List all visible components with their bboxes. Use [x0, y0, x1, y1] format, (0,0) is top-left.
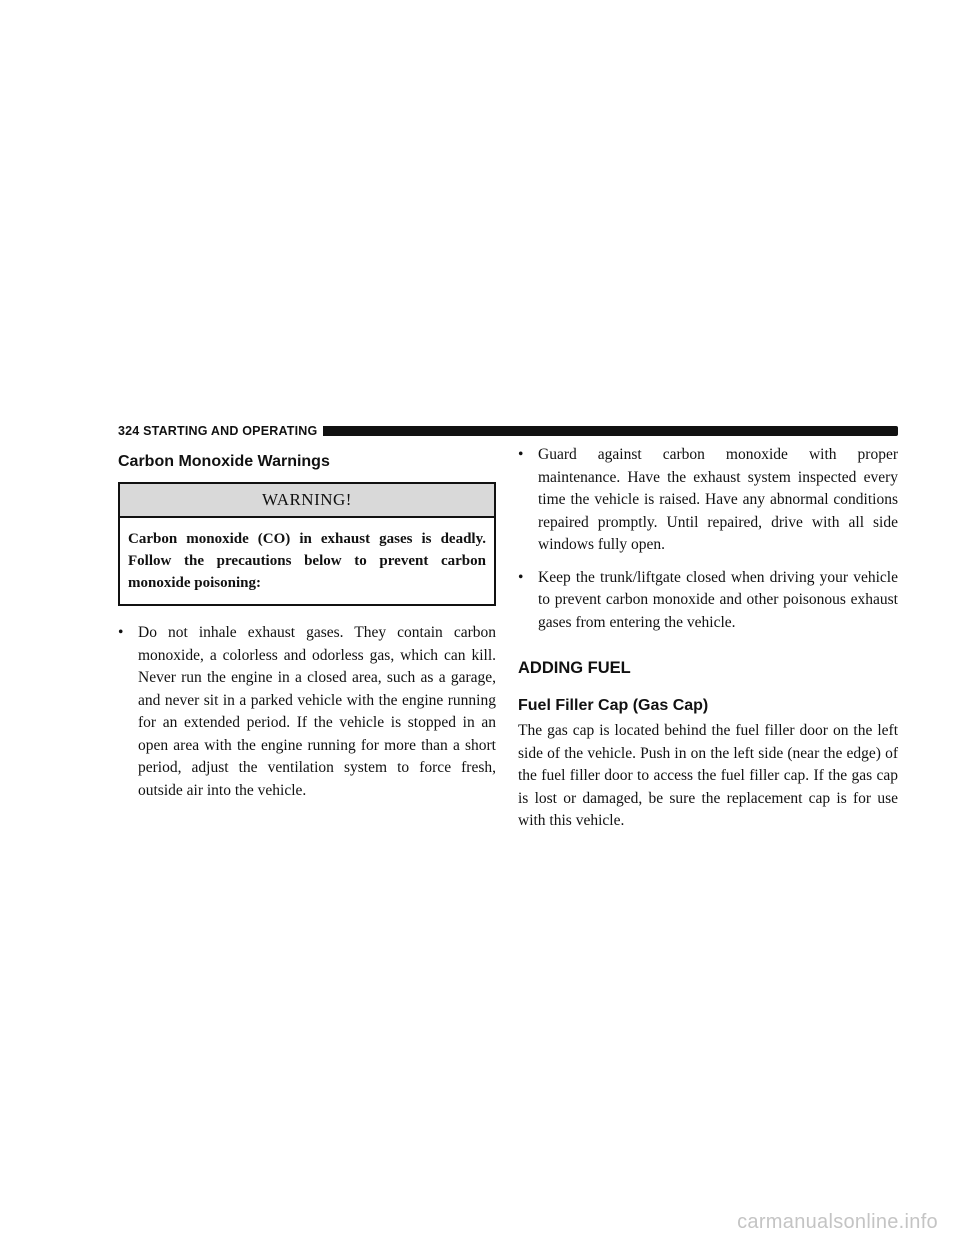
bullet-icon: • [518, 568, 524, 586]
bullet-icon: • [518, 446, 524, 463]
section-heading-adding-fuel: ADDING FUEL [518, 659, 631, 677]
list-item [518, 444, 898, 557]
header-rule-bar [323, 426, 898, 436]
right-column [518, 444, 898, 833]
bullet-icon: • [118, 624, 124, 641]
warning-text: Carbon monoxide (CO) in exhaust gases is deadly. Follow the precautions below to prevent carbon monoxide poisoning: [128, 531, 486, 591]
left-column [118, 452, 496, 812]
bullet-text: Guard against carbon monoxide with proper maintenance. Have the exhaust system inspected every time the vehicle is raised. Have any abnormal conditions repaired promptly. Until repaired, drive with all side windows fully open. [538, 446, 898, 553]
bullet-text: Do not inhale exhaust gases. They contain carbon monoxide, a colorless and odorless gas, which can kill. Never run the engine in a closed area, such as a garage, and never sit in a parked vehicle with the engine running for an extended period. If the vehicle is stopped in an open area with the engine running for more than a short period, adjust the ventilation system to force fresh, outside air into the vehicle. [138, 624, 496, 799]
bullet-text: Keep the trunk/liftgate closed when driving your vehicle to prevent carbon monoxide and other poisonous exhaust gases from entering the vehicle. [538, 568, 898, 631]
list-item [518, 567, 898, 635]
section-heading-co-warnings: Carbon Monoxide Warnings [118, 453, 330, 470]
warning-box [118, 482, 496, 606]
page-number-title: 324 STARTING AND OPERATING [118, 424, 318, 438]
fuel-cap-paragraph: The gas cap is located behind the fuel filler door on the left side of the vehicle. Push in on the left side (near the edge) of the fuel filler door to access the fuel filler cap. If the gas cap is lost or damaged, be sure the replacement cap is for use with this vehicle. [518, 722, 898, 829]
left-bullet-list [118, 622, 496, 802]
warning-title: WARNING! [120, 484, 494, 518]
page-header [118, 424, 898, 438]
subsection-heading-fuel-filler-cap: Fuel Filler Cap (Gas Cap) [518, 697, 709, 714]
right-bullet-list [518, 444, 898, 634]
list-item [118, 622, 496, 802]
watermark-text: carmanualsonline.info [737, 1211, 938, 1233]
